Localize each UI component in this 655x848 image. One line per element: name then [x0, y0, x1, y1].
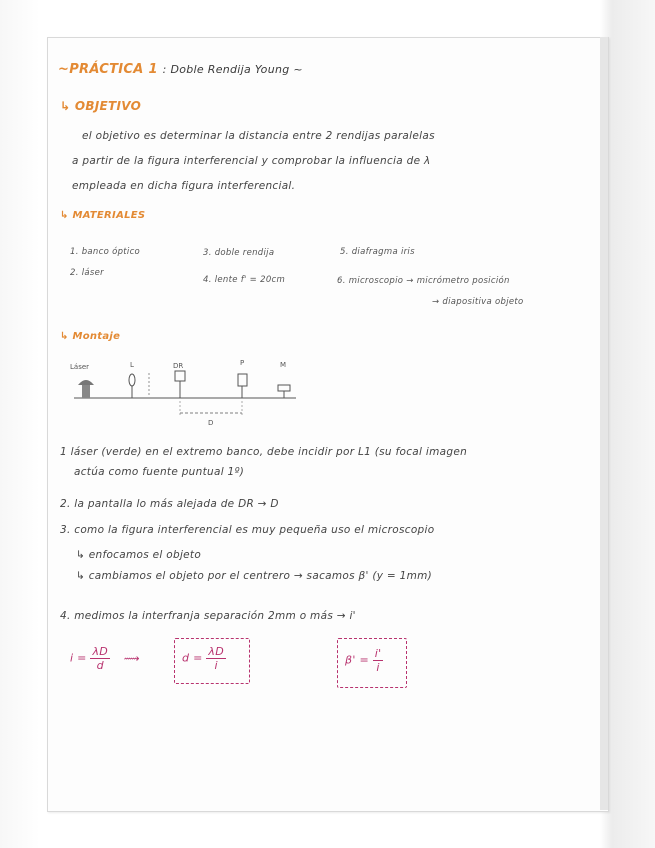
step-1-line-1: 1 láser (verde) en el extremo banco, debe incidir por L1 (su focal imagen	[60, 446, 468, 458]
montaje-heading: ↳ Montaje	[60, 331, 121, 342]
formula-2-fraction	[206, 645, 226, 672]
step-3: 3. como la figura interferencial es muy pequeña uso el microscopio	[60, 524, 435, 536]
formula-3-fraction	[373, 647, 384, 674]
laser-icon	[78, 380, 94, 385]
objetivo-line-1: el objetivo es determinar la distancia entre 2 rendijas paralelas	[82, 130, 435, 142]
label-l: L	[130, 361, 134, 369]
materiales-heading: ↳ MATERIALES	[60, 210, 146, 221]
step-4: 4. medimos la interfranja separación 2mm o más → i'	[60, 610, 356, 622]
microscope-icon	[278, 385, 290, 391]
page-title	[58, 62, 303, 77]
formula-1-fraction	[90, 645, 110, 672]
formula-2-num: λD	[208, 645, 224, 658]
material-item-5: 5. diafragma iris	[340, 247, 415, 257]
material-item-6: 6. microscopio → micrómetro posición	[337, 276, 510, 286]
formula-interfranja	[70, 645, 140, 672]
step-2: 2. la pantalla lo más alejada de DR → D	[60, 498, 279, 510]
material-item-1: 1. banco óptico	[70, 247, 141, 257]
objetivo-heading: ↳ OBJETIVO	[60, 99, 142, 113]
laser-stand-icon	[82, 385, 90, 398]
material-item-3: 3. doble rendija	[203, 248, 275, 258]
page-edge	[600, 37, 608, 810]
double-slit-icon	[175, 371, 185, 381]
formula-3-den: i	[376, 661, 380, 674]
formula-3-lhs: β' =	[345, 653, 369, 667]
label-d: D	[208, 419, 214, 427]
formula-d	[182, 645, 226, 672]
material-item-2: 2. láser	[70, 268, 104, 278]
setup-diagram	[60, 355, 310, 430]
label-dr: DR	[173, 362, 184, 370]
title-prefix: ~PRÁCTICA 1	[58, 62, 158, 77]
implies-arrow: ⟿	[123, 651, 140, 665]
objetivo-line-3: empleada en dicha figura interferencial.	[72, 180, 296, 192]
step-1-line-2: actúa como fuente puntual 1º)	[74, 466, 245, 478]
formula-2-den: i	[214, 659, 218, 672]
formula-3-num: i'	[374, 647, 382, 660]
lens-icon	[129, 374, 135, 386]
label-p: P	[240, 359, 245, 367]
step-3b: ↳ cambiamos el objeto por el centrero → sacamos β' (y = 1mm)	[76, 570, 433, 582]
material-item-6b: → diapositiva objeto	[432, 297, 524, 307]
screen-icon	[238, 374, 247, 386]
formula-1-num: λD	[92, 645, 109, 658]
label-m: M	[280, 361, 287, 369]
formula-1-den: d	[96, 659, 104, 672]
material-item-4: 4. lente f' = 20cm	[203, 275, 286, 285]
step-3a: ↳ enfocamos el objeto	[76, 549, 202, 561]
formula-1-lhs: i =	[70, 651, 87, 665]
formula-2-lhs: d =	[182, 651, 203, 665]
label-laser: Láser	[70, 363, 90, 371]
formula-beta	[345, 647, 383, 674]
title-rest: : Doble Rendija Young ~	[162, 63, 303, 76]
objetivo-line-2: a partir de la figura interferencial y comprobar la influencia de λ	[72, 155, 431, 167]
